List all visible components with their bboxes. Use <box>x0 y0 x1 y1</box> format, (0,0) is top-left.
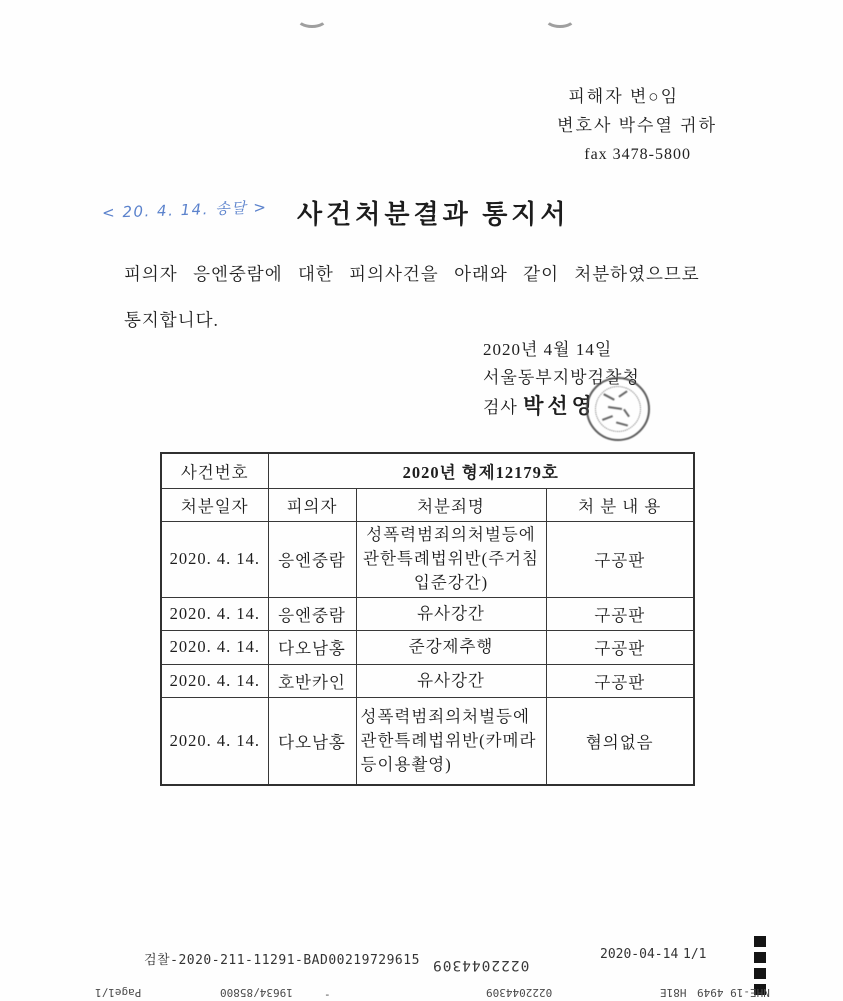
table-row <box>161 630 694 664</box>
footer-serial-rotated: 0222044309 <box>432 957 530 973</box>
cell-charge: 준강제추행 <box>356 630 546 664</box>
table-row-case-number <box>161 453 694 488</box>
case-number-value: 2020년 형제12179호 <box>268 453 694 488</box>
cell-disposition: 구공판 <box>546 597 694 630</box>
notice-body <box>124 261 754 332</box>
footer-date: 2020-04-14 <box>600 947 679 962</box>
edge-fragment: H81E <box>660 986 687 999</box>
issue-date: 2020년 4월 14일 <box>483 340 613 359</box>
scan-binder-mark-icon <box>544 8 576 28</box>
table-row <box>161 664 694 697</box>
cell-date: 2020. 4. 14. <box>161 697 268 785</box>
cell-date: 2020. 4. 14. <box>161 664 268 697</box>
col-header-suspect: 피의자 <box>268 488 356 521</box>
col-header-disposal-date: 처분일자 <box>161 488 268 521</box>
scan-binder-mark-icon <box>296 8 328 28</box>
footer-document-number: 검찰-2020-211-11291-BAD00219729615 <box>144 953 420 968</box>
recipient-attorney: 변호사 박수열 귀하 <box>557 116 717 135</box>
cell-suspect: 다오남홍 <box>268 630 356 664</box>
notice-body-line2: 통지합니다. <box>124 310 219 330</box>
prosecutor-seal-icon <box>586 377 650 441</box>
cell-charge: 성폭력범죄의처벌등에관한특례법위반(주거침입준강간) <box>356 521 546 597</box>
cell-date: 2020. 4. 14. <box>161 630 268 664</box>
cell-disposition: 구공판 <box>546 630 694 664</box>
issue-office: 서울동부지방검찰청 <box>483 367 640 387</box>
cell-suspect: 다오남홍 <box>268 697 356 785</box>
cell-suspect: 응엔중람 <box>268 597 356 630</box>
cell-suspect: 호반카인 <box>268 664 356 697</box>
recipient-victim: 피해자 변○임 <box>568 87 679 106</box>
edge-fragment: 0222044309 <box>486 986 553 999</box>
cell-disposition: 구공판 <box>546 521 694 597</box>
col-header-disposition: 처 분 내 용 <box>546 488 694 521</box>
cell-date: 2020. 4. 14. <box>161 597 268 630</box>
edge-fragment: 19634/85800 <box>220 986 293 999</box>
cell-charge: 유사강간 <box>356 664 546 697</box>
notice-body-line1: 피의자 응엔중람에 대한 피의사건을 아래와 같이 처분하였으므로 <box>124 264 700 284</box>
cell-disposition: 구공판 <box>546 664 694 697</box>
col-header-charge: 처분죄명 <box>356 488 546 521</box>
edge-fragment: Page1/1 <box>95 986 142 999</box>
cell-date: 2020. 4. 14. <box>161 521 268 597</box>
recipient-fax: fax 3478-5800 <box>584 146 691 163</box>
cell-charge: 성폭력범죄의처벌등에관한특례법위반(카메라등이용촬영) <box>356 697 546 785</box>
bottom-edge-scan-artifacts <box>0 986 843 1000</box>
table-row <box>161 597 694 630</box>
table-row <box>161 521 694 597</box>
table-header-row <box>161 488 694 521</box>
table-row <box>161 697 694 785</box>
cell-disposition: 혐의없음 <box>546 697 694 785</box>
cell-charge: 유사강간 <box>356 597 546 630</box>
cell-suspect: 응엔중람 <box>268 521 356 597</box>
recipient-block <box>457 82 717 169</box>
prosecutor-name: 박선영 <box>523 394 596 418</box>
prosecutor-label: 검사 <box>483 398 518 417</box>
document-title: 사건처분결과 통지서 <box>297 200 570 229</box>
edge-fragment: NHE-19 4949 <box>697 986 770 999</box>
handwritten-delivery-note: < 20. 4. 14. 송달 > <box>101 198 268 222</box>
case-number-label: 사건번호 <box>161 453 268 488</box>
disposition-table <box>160 452 695 786</box>
footer-page-number: 1/1 <box>683 947 707 962</box>
edge-fragment: - <box>324 988 331 1001</box>
